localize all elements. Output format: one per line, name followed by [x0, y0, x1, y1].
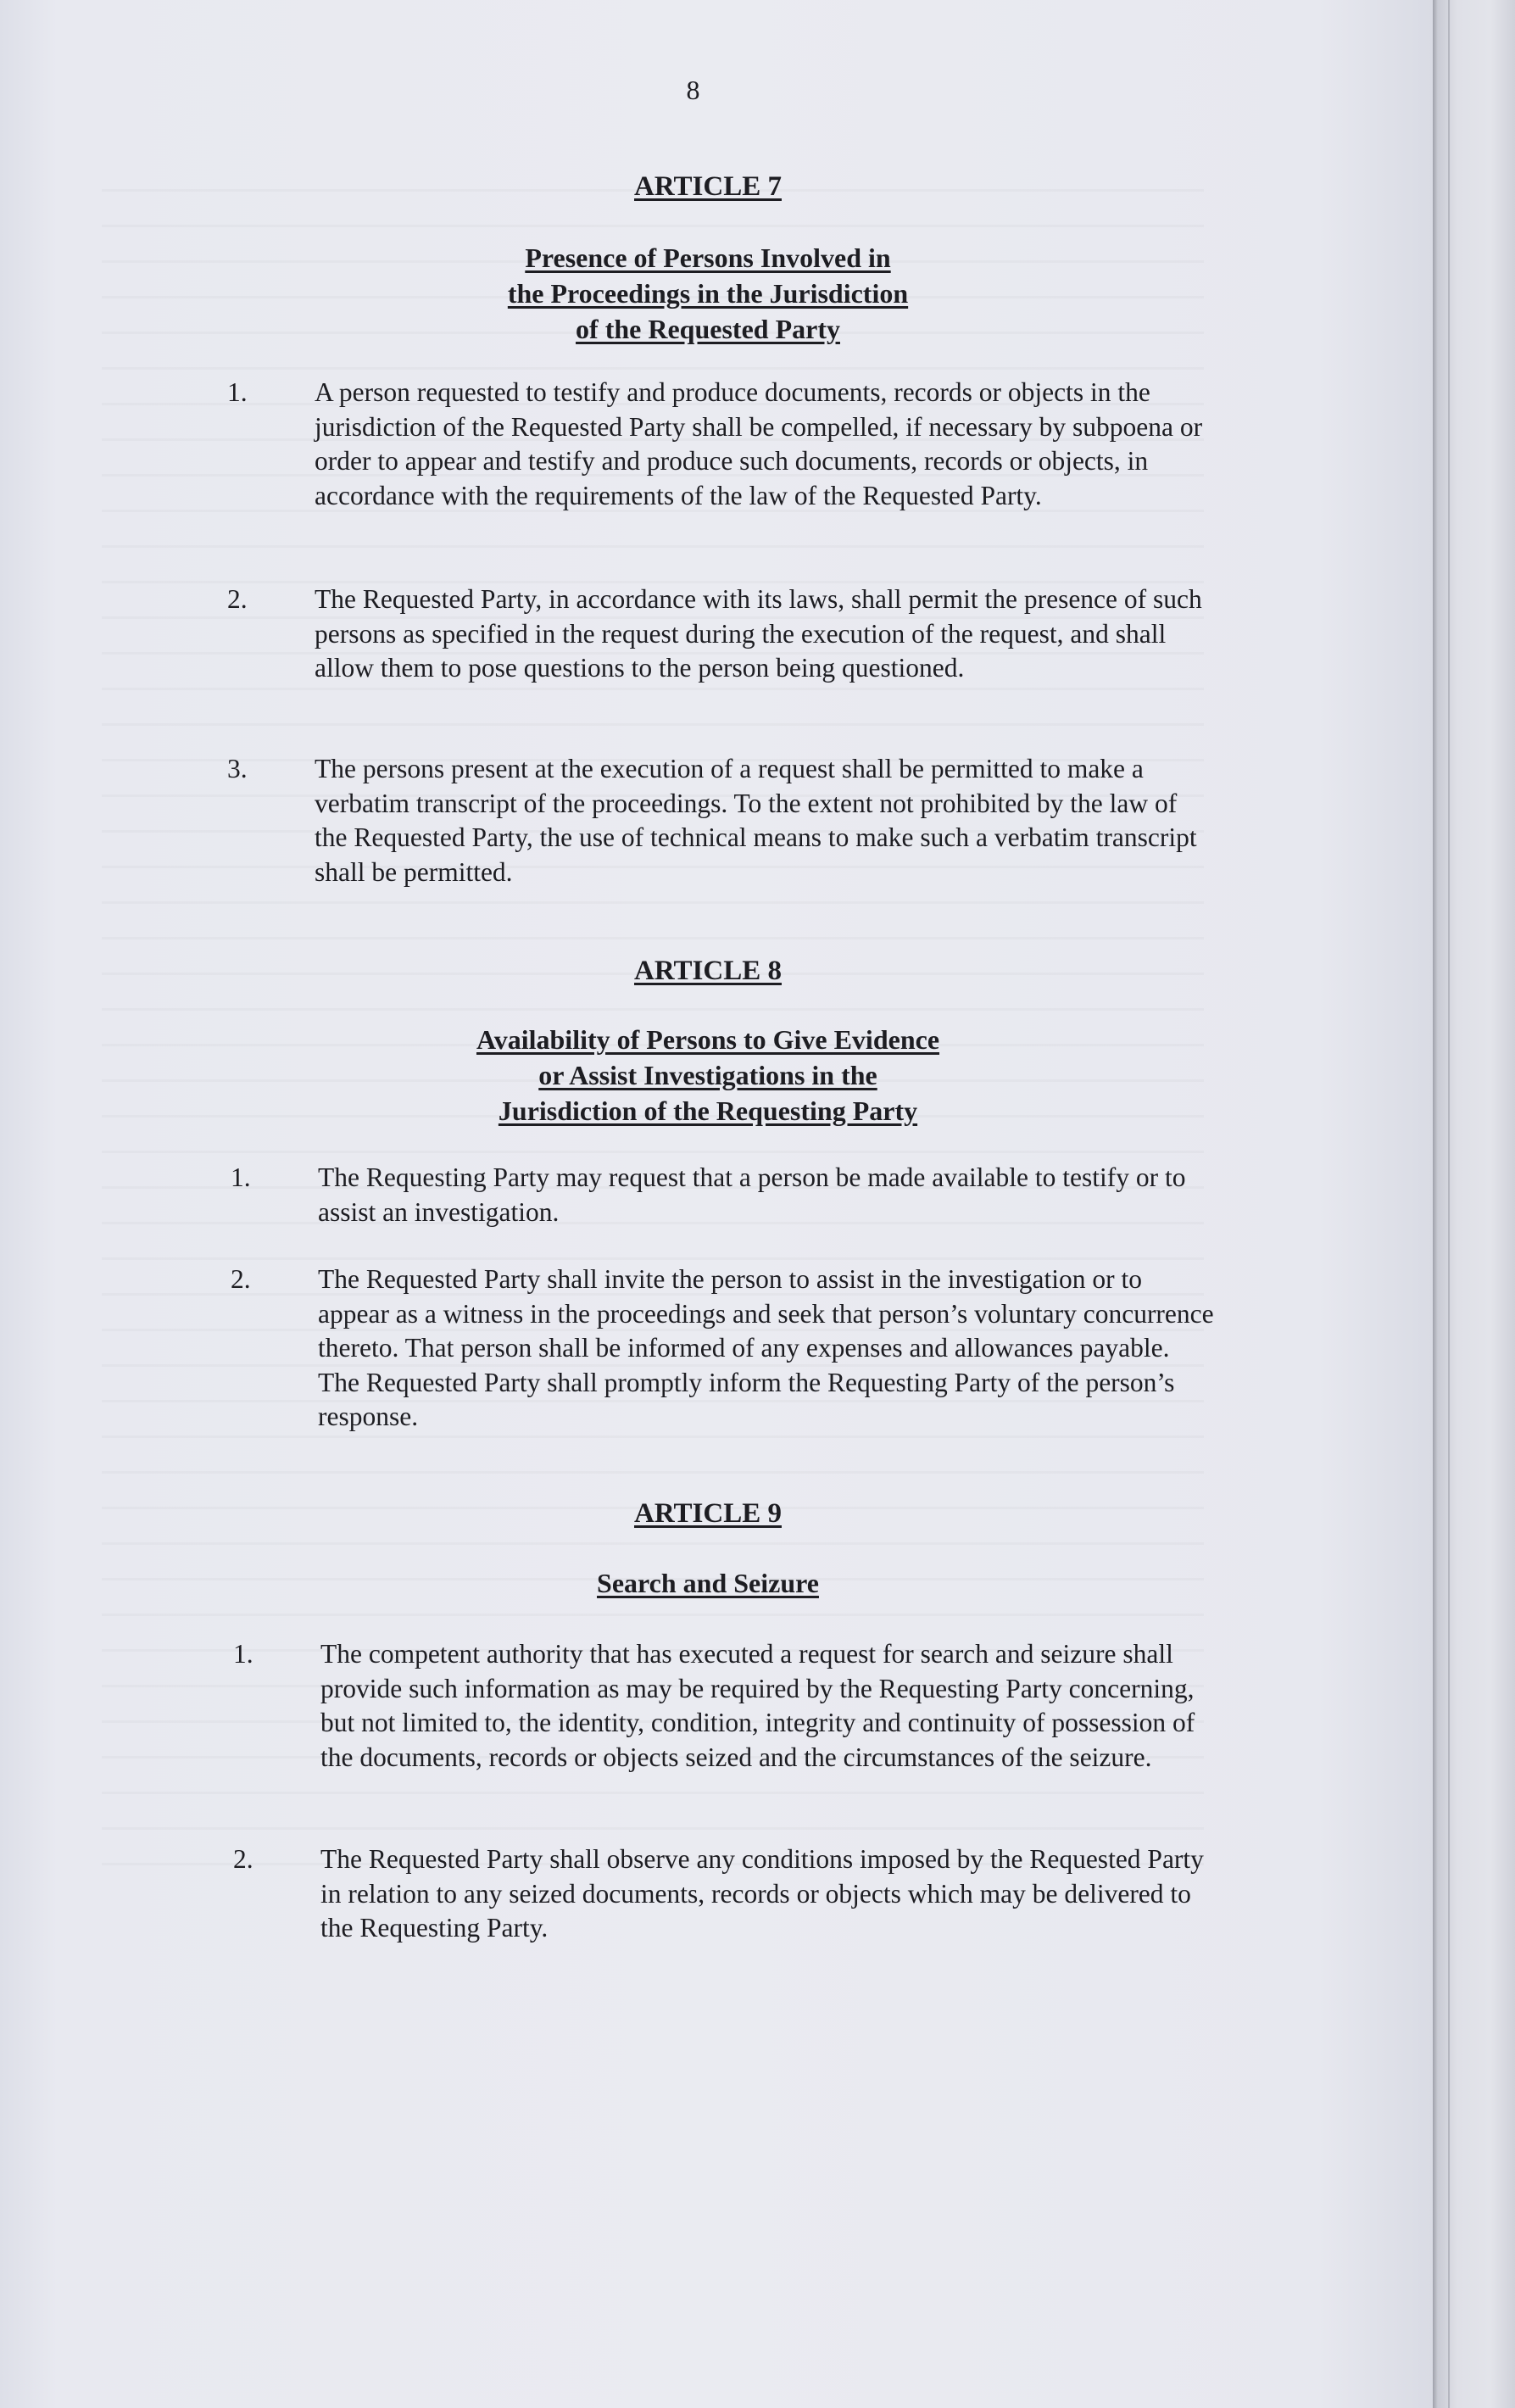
paragraph-text: The Requested Party shall invite the person to assist in the investigation or to appear as a witness in the proceedings and seek that person’s voluntary concurrence thereto. That person shall be informed of any expenses and allowances payable. The Requested Party shall promptly inform the Requesting Party of the person’s response.: [318, 1264, 1214, 1431]
article-7-title: [0, 240, 1416, 347]
article-8-title-line: Availability of Persons to Give Evidence: [476, 1024, 940, 1055]
article-7-title-line: the Proceedings in the Jurisdiction: [507, 278, 909, 309]
article-7-heading: ARTICLE 7: [634, 171, 782, 202]
page-edge-line: [1448, 0, 1450, 2408]
paragraph-text: The Requested Party shall observe any conditions imposed by the Requested Party in relation to any seized documents, records or objects which may be delivered to the Requesting Party.: [320, 1844, 1204, 1943]
paragraph-number: 1.: [227, 377, 248, 407]
article-8-title-line: or Assist Investigations in the: [538, 1060, 877, 1090]
article-7-title-line: Presence of Persons Involved in: [525, 242, 891, 273]
article-9-title-line: Search and Seizure: [597, 1568, 819, 1598]
paragraph-text: The persons present at the execution of a request shall be permitted to make a verbatim transcript of the proceedings. To the extent not prohibited by the law of the Requested Party, the use of technical means to make such a verbatim transcript shall be permitted.: [315, 754, 1197, 887]
article-9-title: [0, 1565, 1416, 1601]
paragraph-number: 2.: [231, 1264, 251, 1294]
paragraph-number: 2.: [227, 584, 248, 614]
article-8-title-line: Jurisdiction of the Requesting Party: [498, 1095, 918, 1126]
paragraph-text: A person requested to testify and produce documents, records or objects in the jurisdiction of the Requested Party shall be compelled, if necessary by subpoena or order to appear and testify and produce such documents, records or objects, in accordance with the requirements of the law of the Requested Party.: [315, 377, 1203, 510]
paragraph-text: The competent authority that has executed a request for search and seizure shall provide such information as may be required by the Requesting Party concerning, but not limited to, the identity, condition, integrity and continuity of possession of the documents, records or objects seized and the circumstances of the seizure.: [320, 1639, 1195, 1772]
article-7-title-line: of the Requested Party: [576, 314, 840, 344]
article-8-heading: ARTICLE 8: [634, 956, 782, 986]
paragraph-number: 1.: [231, 1162, 251, 1192]
paragraph-number: 1.: [233, 1639, 253, 1669]
page-number: 8: [686, 75, 700, 105]
article-9-heading: ARTICLE 9: [634, 1498, 782, 1529]
article-8-title: [0, 1022, 1416, 1129]
page-edge: [1433, 0, 1515, 2408]
paragraph-number: 3.: [227, 754, 248, 783]
paragraph-number: 2.: [233, 1844, 253, 1874]
paragraph-text: The Requested Party, in accordance with its laws, shall permit the presence of such persons as specified in the request during the execution of the request, and shall allow them to pose questions to the person being questioned.: [315, 584, 1202, 683]
paragraph-text: The Requesting Party may request that a person be made available to testify or to assist an investigation.: [318, 1162, 1186, 1227]
